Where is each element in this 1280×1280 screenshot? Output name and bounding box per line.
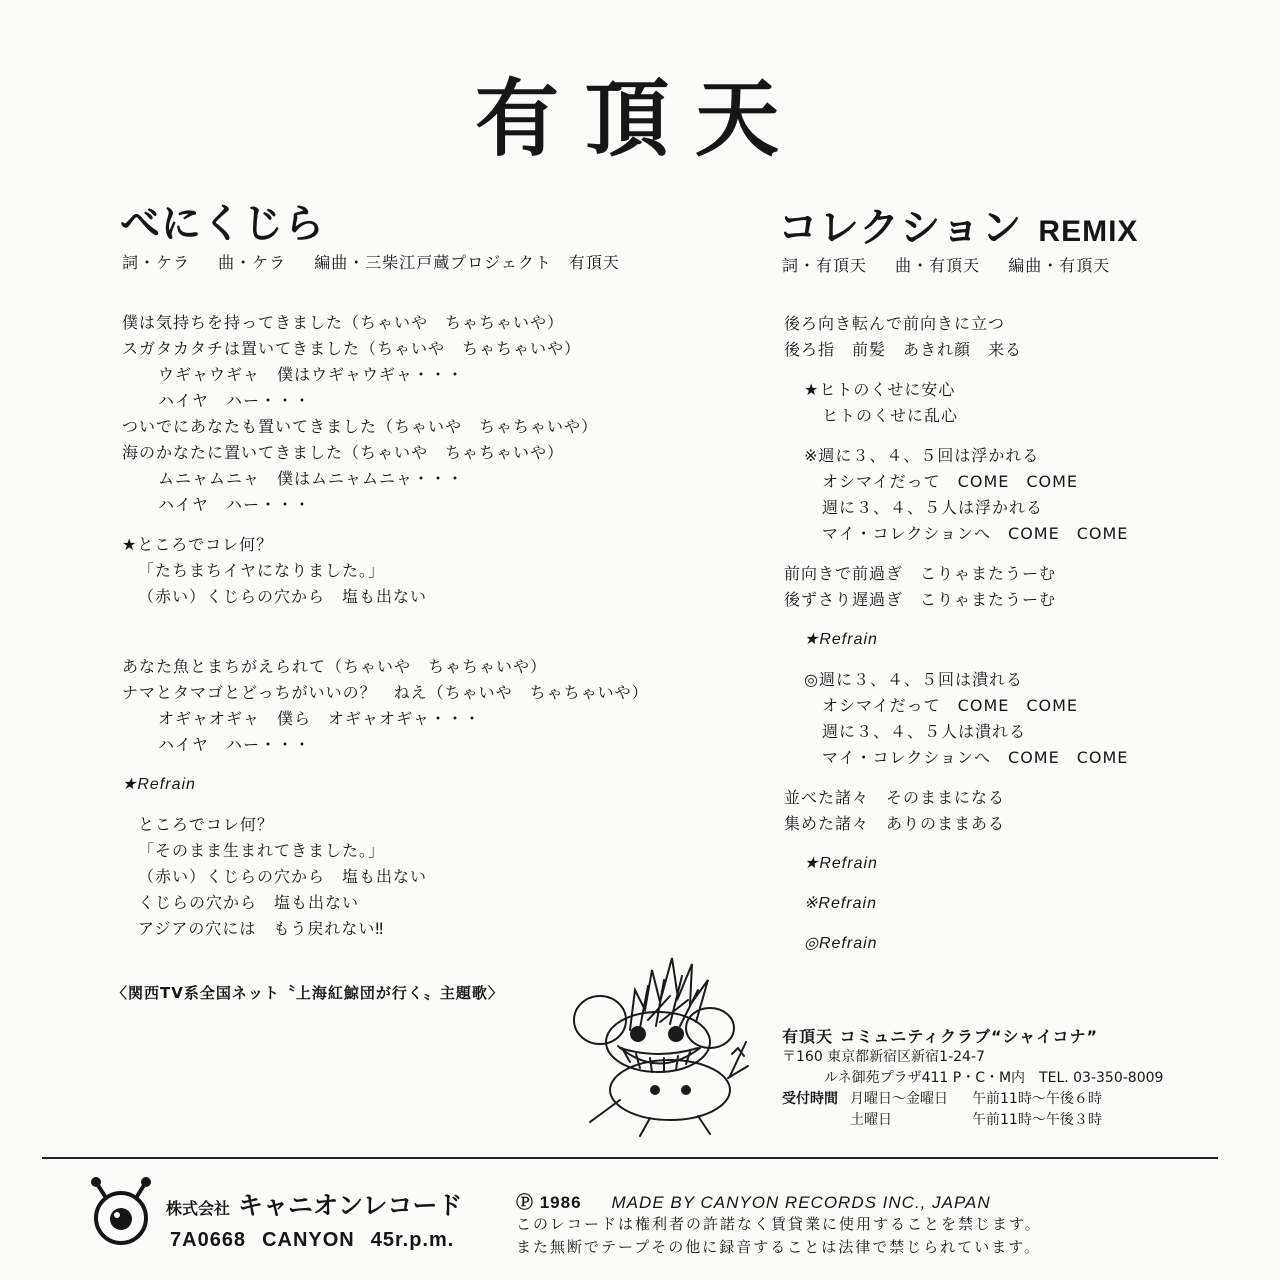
fan-club-hours-saturday — [782, 1110, 1163, 1131]
lyric-line: （赤い）くじらの穴から 塩も出ない — [138, 867, 428, 886]
band-title: 有頂天 — [474, 70, 805, 168]
hours-weekday: 月曜日～金曜日 — [850, 1091, 948, 1107]
canyon-logo-icon — [84, 1176, 158, 1248]
lyric-line: スガタカタチは置いてきました（ちゃいや ちゃちゃいや） — [122, 339, 582, 358]
record-company — [166, 1186, 462, 1222]
catalog-info — [170, 1229, 454, 1252]
fan-club-name: 有頂天 コミュニティクラブ“シャイコナ” — [782, 1027, 1099, 1046]
song1-title: べにくじら — [120, 201, 325, 247]
company-name: キャニオンレコード — [238, 1191, 463, 1220]
refrain-marker: ※Refrain — [804, 895, 877, 912]
legal-notice-1: このレコードは権利者の許諾なく賃貸業に使用することを禁じます。 — [516, 1215, 1042, 1233]
lyric-line: 後ずさり遅過ぎ こりゃまたうーむ — [784, 590, 1057, 609]
legal-notice — [516, 1213, 1042, 1259]
lyric-line: 「そのまま生まれてきました。」 — [138, 841, 386, 860]
lyric-line: マイ・コレクションへ COME COME — [822, 524, 1129, 543]
hours-label: 受付時間 — [782, 1091, 838, 1107]
song2-title: コレクション — [778, 205, 1023, 251]
song2-arranger: 編曲・有頂天 — [1008, 256, 1111, 275]
fan-club-info — [782, 1026, 1163, 1131]
lyric-line: （赤い）くじらの穴から 塩も出ない — [138, 587, 428, 606]
tieup-note: 〈関西TV系全国ネット〝上海紅鯨団が行く〟主題歌〉 — [112, 984, 504, 1002]
song1-composer: 曲・ケラ — [218, 253, 287, 272]
song1-arranger: 編曲・三柴江戸蔵プロジェクト 有頂天 — [314, 253, 620, 272]
song2-composer: 曲・有頂天 — [895, 256, 981, 275]
lyric-line: マイ・コレクションへ COME COME — [822, 748, 1129, 767]
fan-club-hours-weekday — [782, 1089, 1163, 1110]
company-prefix: 株式会社 — [166, 1199, 231, 1218]
lyric-line: くじらの穴から 塩も出ない — [138, 893, 360, 912]
lyric-line: 後ろ指 前髪 あきれ顔 来る — [784, 340, 1023, 359]
lyric-line: ところでコレ何？ — [138, 815, 274, 834]
song2-remix: REMIX — [1038, 215, 1139, 248]
song1-lyricist: 詞・ケラ — [122, 253, 191, 272]
refrain-marker: ★Refrain — [122, 776, 196, 793]
lyric-line: ついでにあなたも置いてきました（ちゃいや ちゃちゃいや） — [122, 417, 599, 436]
record-speed: 45r.p.m. — [370, 1229, 455, 1251]
song1-lyrics — [122, 310, 649, 942]
lyric-line: アジアの穴には もう戻れない‼ — [138, 919, 385, 938]
refrain-marker: ★Refrain — [804, 631, 878, 648]
mascot-doodle-icon — [560, 950, 760, 1140]
lyric-line: オギャオギャ 僕ら オギャオギャ・・・ — [158, 709, 482, 728]
lyric-line: あなた魚とまちがえられて（ちゃいや ちゃちゃいや） — [122, 657, 548, 676]
lyric-line: 僕は気持ちを持ってきました（ちゃいや ちゃちゃいや） — [122, 313, 565, 332]
lyric-line: 海のかなたに置いてきました（ちゃいや ちゃちゃいや） — [122, 443, 565, 462]
lyric-line: ハイヤ ハー・・・ — [158, 735, 312, 754]
hours-saturday: 土曜日 — [850, 1112, 892, 1128]
song2-lyrics — [784, 311, 1128, 957]
song2-credits — [782, 253, 1132, 276]
lyric-line: ナマとタマゴとどっちがいいの？ ねえ（ちゃいや ちゃちゃいや） — [122, 683, 649, 702]
lyric-line: ハイヤ ハー・・・ — [158, 391, 312, 410]
lyric-line: ◎週に３、４、５回は潰れる — [804, 670, 1023, 689]
made-by: MADE BY CANYON RECORDS INC., JAPAN — [611, 1193, 991, 1212]
lyric-line: オシマイだって COME COME — [822, 472, 1079, 491]
song1-credits — [122, 250, 642, 273]
song2-lyricist: 詞・有頂天 — [782, 256, 868, 275]
lyric-line: ムニャムニャ 僕はムニャムニャ・・・ — [158, 469, 465, 488]
lyric-line: 並べた諸々 そのままになる — [784, 788, 1006, 807]
refrain-marker: ◎Refrain — [804, 935, 878, 952]
lyric-line: オシマイだって COME COME — [822, 696, 1079, 715]
hours-saturday-time: 午前11時～午後３時 — [972, 1112, 1102, 1128]
lyric-line: 集めた諸々 ありのままある — [784, 814, 1006, 833]
lyric-line: ハイヤ ハー・・・ — [158, 495, 312, 514]
song2-title-block — [778, 196, 1138, 253]
lyric-line: 週に３、４、５人は潰れる — [822, 722, 1027, 741]
footer-divider — [42, 1157, 1218, 1159]
hours-weekday-time: 午前11時～午後６時 — [972, 1091, 1102, 1107]
lyric-line: 前向きで前過ぎ こりゃまたうーむ — [784, 564, 1057, 583]
refrain-marker: ★Refrain — [804, 855, 878, 872]
lyric-line: ★ヒトのくせに安心 — [804, 380, 956, 399]
lyric-line: ★ところでコレ何？ — [122, 535, 274, 554]
copyright-line — [516, 1188, 991, 1213]
lyric-line: 「たちまちイヤになりました。」 — [138, 561, 386, 580]
legal-notice-2: また無断でテープその他に録音することは法律で禁じられています。 — [516, 1238, 1042, 1256]
lyric-line: ウギャウギャ 僕はウギャウギャ・・・ — [158, 365, 465, 384]
lyric-line: ※週に３、４、５回は浮かれる — [804, 446, 1040, 465]
lyric-line: 後ろ向き転んで前向きに立つ — [784, 314, 1006, 333]
fan-club-address-1: 〒160 東京都新宿区新宿1-24-7 — [782, 1049, 985, 1065]
fan-club-address-2: ルネ御苑プラザ411 P・C・M内 TEL. 03-350-8009 — [824, 1070, 1164, 1086]
lyric-line: ヒトのくせに乱心 — [822, 406, 959, 425]
catalog-number: 7A0668 — [170, 1229, 247, 1251]
phonogram-year: Ⓟ 1986 — [516, 1193, 582, 1212]
lyric-line: 週に３、４、５人は浮かれる — [822, 498, 1044, 517]
label-name: CANYON — [262, 1229, 355, 1251]
